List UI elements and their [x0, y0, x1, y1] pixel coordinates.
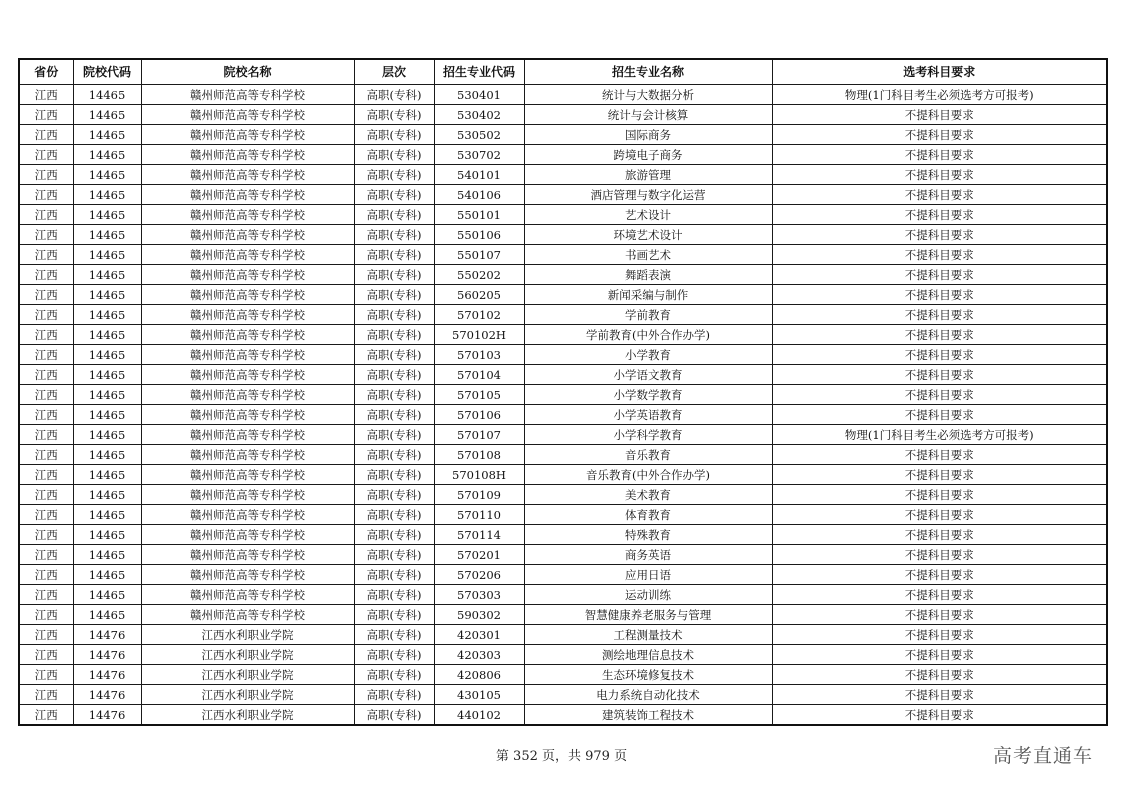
cell-subject-requirement: 不提科目要求	[772, 285, 1107, 305]
cell-school-code: 14465	[73, 505, 141, 525]
cell-subject-requirement: 不提科目要求	[772, 165, 1107, 185]
cell-level: 高职(专科)	[354, 485, 434, 505]
cell-subject-requirement: 物理(1门科目考生必须选考方可报考)	[772, 425, 1107, 445]
cell-major-code: 530401	[434, 85, 524, 105]
cell-major-name: 智慧健康养老服务与管理	[524, 605, 772, 625]
cell-school-code: 14465	[73, 165, 141, 185]
cell-school-code: 14476	[73, 665, 141, 685]
cell-province: 江西	[19, 565, 73, 585]
cell-school-code: 14465	[73, 585, 141, 605]
cell-school-name: 江西水利职业学院	[141, 665, 354, 685]
page-number: 第 352 页，共 979 页	[495, 749, 628, 764]
table-row	[19, 505, 1107, 525]
cell-major-name: 音乐教育	[524, 445, 772, 465]
cell-school-code: 14476	[73, 645, 141, 665]
table-row	[19, 425, 1107, 445]
cell-major-name: 运动训练	[524, 585, 772, 605]
cell-school-code: 14465	[73, 125, 141, 145]
cell-school-code: 14465	[73, 185, 141, 205]
cell-major-code: 570107	[434, 425, 524, 445]
cell-school-code: 14465	[73, 365, 141, 385]
table-row	[19, 225, 1107, 245]
cell-school-code: 14465	[73, 465, 141, 485]
table-header-row	[19, 59, 1107, 85]
cell-major-name: 书画艺术	[524, 245, 772, 265]
cell-major-name: 小学数学教育	[524, 385, 772, 405]
cell-school-code: 14465	[73, 145, 141, 165]
cell-subject-requirement: 不提科目要求	[772, 125, 1107, 145]
cell-school-name: 赣州师范高等专科学校	[141, 305, 354, 325]
cell-major-name: 舞蹈表演	[524, 265, 772, 285]
cell-school-name: 赣州师范高等专科学校	[141, 345, 354, 365]
cell-school-name: 赣州师范高等专科学校	[141, 225, 354, 245]
cell-subject-requirement: 不提科目要求	[772, 225, 1107, 245]
cell-major-code: 550202	[434, 265, 524, 285]
admissions-table-container	[18, 58, 1106, 726]
cell-major-name: 美术教育	[524, 485, 772, 505]
cell-level: 高职(专科)	[354, 565, 434, 585]
cell-school-name: 赣州师范高等专科学校	[141, 145, 354, 165]
cell-subject-requirement: 不提科目要求	[772, 505, 1107, 525]
cell-major-name: 新闻采编与制作	[524, 285, 772, 305]
cell-level: 高职(专科)	[354, 285, 434, 305]
cell-school-code: 14465	[73, 325, 141, 345]
cell-school-code: 14465	[73, 445, 141, 465]
cell-level: 高职(专科)	[354, 225, 434, 245]
cell-major-name: 旅游管理	[524, 165, 772, 185]
cell-level: 高职(专科)	[354, 165, 434, 185]
cell-subject-requirement: 不提科目要求	[772, 185, 1107, 205]
table-row	[19, 165, 1107, 185]
cell-subject-requirement: 物理(1门科目考生必须选考方可报考)	[772, 85, 1107, 105]
cell-major-code: 570102	[434, 305, 524, 325]
cell-level: 高职(专科)	[354, 405, 434, 425]
cell-school-code: 14476	[73, 625, 141, 645]
cell-province: 江西	[19, 345, 73, 365]
cell-major-code: 570206	[434, 565, 524, 585]
table-row	[19, 645, 1107, 665]
table-row	[19, 325, 1107, 345]
cell-school-name: 赣州师范高等专科学校	[141, 605, 354, 625]
cell-major-code: 570109	[434, 485, 524, 505]
cell-school-code: 14465	[73, 265, 141, 285]
cell-major-name: 环境艺术设计	[524, 225, 772, 245]
cell-school-code: 14465	[73, 565, 141, 585]
cell-major-code: 570114	[434, 525, 524, 545]
cell-school-code: 14465	[73, 105, 141, 125]
cell-level: 高职(专科)	[354, 525, 434, 545]
cell-major-code: 550101	[434, 205, 524, 225]
cell-major-name: 音乐教育(中外合作办学)	[524, 465, 772, 485]
table-row	[19, 245, 1107, 265]
cell-subject-requirement: 不提科目要求	[772, 525, 1107, 545]
cell-level: 高职(专科)	[354, 585, 434, 605]
table-row	[19, 705, 1107, 726]
cell-school-code: 14476	[73, 685, 141, 705]
cell-level: 高职(专科)	[354, 205, 434, 225]
cell-level: 高职(专科)	[354, 665, 434, 685]
cell-subject-requirement: 不提科目要求	[772, 145, 1107, 165]
table-row	[19, 605, 1107, 625]
cell-subject-requirement: 不提科目要求	[772, 105, 1107, 125]
table-body	[19, 85, 1107, 726]
cell-school-name: 赣州师范高等专科学校	[141, 445, 354, 465]
cell-school-name: 赣州师范高等专科学校	[141, 365, 354, 385]
cell-school-name: 江西水利职业学院	[141, 625, 354, 645]
cell-province: 江西	[19, 265, 73, 285]
table-row	[19, 525, 1107, 545]
cell-major-code: 550106	[434, 225, 524, 245]
cell-major-code: 570103	[434, 345, 524, 365]
table-row	[19, 565, 1107, 585]
cell-major-code: 590302	[434, 605, 524, 625]
cell-subject-requirement: 不提科目要求	[772, 665, 1107, 685]
cell-major-name: 测绘地理信息技术	[524, 645, 772, 665]
cell-province: 江西	[19, 445, 73, 465]
cell-level: 高职(专科)	[354, 325, 434, 345]
cell-school-name: 赣州师范高等专科学校	[141, 465, 354, 485]
cell-major-code: 570108	[434, 445, 524, 465]
cell-province: 江西	[19, 225, 73, 245]
cell-major-name: 酒店管理与数字化运营	[524, 185, 772, 205]
cell-major-code: 570303	[434, 585, 524, 605]
cell-level: 高职(专科)	[354, 85, 434, 105]
table-row	[19, 585, 1107, 605]
cell-level: 高职(专科)	[354, 125, 434, 145]
cell-subject-requirement: 不提科目要求	[772, 205, 1107, 225]
cell-province: 江西	[19, 185, 73, 205]
cell-school-name: 江西水利职业学院	[141, 645, 354, 665]
cell-major-code: 530702	[434, 145, 524, 165]
cell-major-code: 570102H	[434, 325, 524, 345]
cell-school-name: 赣州师范高等专科学校	[141, 245, 354, 265]
cell-school-name: 赣州师范高等专科学校	[141, 585, 354, 605]
table-row	[19, 265, 1107, 285]
cell-school-name: 赣州师范高等专科学校	[141, 385, 354, 405]
cell-level: 高职(专科)	[354, 385, 434, 405]
cell-province: 江西	[19, 605, 73, 625]
cell-level: 高职(专科)	[354, 265, 434, 285]
cell-level: 高职(专科)	[354, 625, 434, 645]
cell-school-name: 赣州师范高等专科学校	[141, 325, 354, 345]
table-row	[19, 485, 1107, 505]
cell-subject-requirement: 不提科目要求	[772, 545, 1107, 565]
cell-school-code: 14465	[73, 545, 141, 565]
table-row	[19, 285, 1107, 305]
cell-school-code: 14465	[73, 225, 141, 245]
admissions-table	[18, 58, 1108, 726]
table-row	[19, 365, 1107, 385]
cell-province: 江西	[19, 105, 73, 125]
cell-province: 江西	[19, 425, 73, 445]
cell-school-code: 14465	[73, 385, 141, 405]
table-row	[19, 345, 1107, 365]
cell-school-code: 14465	[73, 485, 141, 505]
cell-province: 江西	[19, 545, 73, 565]
cell-subject-requirement: 不提科目要求	[772, 265, 1107, 285]
cell-major-code: 530502	[434, 125, 524, 145]
cell-school-name: 赣州师范高等专科学校	[141, 185, 354, 205]
table-row	[19, 665, 1107, 685]
cell-major-name: 艺术设计	[524, 205, 772, 225]
cell-major-name: 统计与大数据分析	[524, 85, 772, 105]
cell-level: 高职(专科)	[354, 465, 434, 485]
cell-province: 江西	[19, 645, 73, 665]
cell-major-code: 570108H	[434, 465, 524, 485]
cell-major-code: 420301	[434, 625, 524, 645]
cell-level: 高职(专科)	[354, 305, 434, 325]
cell-major-name: 特殊教育	[524, 525, 772, 545]
cell-school-name: 江西水利职业学院	[141, 685, 354, 705]
cell-major-code: 570110	[434, 505, 524, 525]
cell-school-name: 赣州师范高等专科学校	[141, 525, 354, 545]
table-row	[19, 685, 1107, 705]
cell-school-name: 赣州师范高等专科学校	[141, 205, 354, 225]
cell-province: 江西	[19, 205, 73, 225]
cell-major-name: 体育教育	[524, 505, 772, 525]
cell-subject-requirement: 不提科目要求	[772, 245, 1107, 265]
cell-subject-requirement: 不提科目要求	[772, 685, 1107, 705]
cell-province: 江西	[19, 465, 73, 485]
cell-major-name: 小学科学教育	[524, 425, 772, 445]
cell-school-name: 赣州师范高等专科学校	[141, 405, 354, 425]
cell-level: 高职(专科)	[354, 245, 434, 265]
cell-subject-requirement: 不提科目要求	[772, 625, 1107, 645]
cell-major-code: 430105	[434, 685, 524, 705]
table-row	[19, 445, 1107, 465]
cell-major-code: 530402	[434, 105, 524, 125]
cell-province: 江西	[19, 685, 73, 705]
table-row	[19, 85, 1107, 105]
cell-province: 江西	[19, 165, 73, 185]
cell-province: 江西	[19, 665, 73, 685]
cell-subject-requirement: 不提科目要求	[772, 385, 1107, 405]
cell-school-code: 14465	[73, 405, 141, 425]
cell-level: 高职(专科)	[354, 705, 434, 726]
cell-school-name: 赣州师范高等专科学校	[141, 125, 354, 145]
cell-major-code: 420303	[434, 645, 524, 665]
cell-level: 高职(专科)	[354, 445, 434, 465]
table-row	[19, 545, 1107, 565]
cell-major-code: 540106	[434, 185, 524, 205]
header-school-code: 院校代码	[73, 59, 141, 85]
header-province: 省份	[19, 59, 73, 85]
cell-province: 江西	[19, 485, 73, 505]
table-row	[19, 145, 1107, 165]
cell-major-name: 工程测量技术	[524, 625, 772, 645]
header-level: 层次	[354, 59, 434, 85]
table-row	[19, 465, 1107, 485]
table-row	[19, 185, 1107, 205]
cell-subject-requirement: 不提科目要求	[772, 305, 1107, 325]
cell-province: 江西	[19, 405, 73, 425]
cell-school-code: 14465	[73, 425, 141, 445]
cell-province: 江西	[19, 625, 73, 645]
header-school-name: 院校名称	[141, 59, 354, 85]
table-row	[19, 305, 1107, 325]
cell-major-name: 小学语文教育	[524, 365, 772, 385]
cell-major-code: 570105	[434, 385, 524, 405]
cell-level: 高职(专科)	[354, 505, 434, 525]
cell-province: 江西	[19, 505, 73, 525]
cell-level: 高职(专科)	[354, 185, 434, 205]
cell-level: 高职(专科)	[354, 345, 434, 365]
cell-level: 高职(专科)	[354, 605, 434, 625]
cell-major-name: 跨境电子商务	[524, 145, 772, 165]
cell-school-name: 赣州师范高等专科学校	[141, 85, 354, 105]
cell-major-code: 440102	[434, 705, 524, 726]
cell-school-code: 14476	[73, 705, 141, 726]
cell-major-name: 建筑装饰工程技术	[524, 705, 772, 726]
cell-level: 高职(专科)	[354, 685, 434, 705]
cell-subject-requirement: 不提科目要求	[772, 405, 1107, 425]
header-subject-requirement: 选考科目要求	[772, 59, 1107, 85]
cell-subject-requirement: 不提科目要求	[772, 325, 1107, 345]
cell-school-code: 14465	[73, 245, 141, 265]
cell-school-code: 14465	[73, 285, 141, 305]
cell-major-name: 应用日语	[524, 565, 772, 585]
cell-school-name: 赣州师范高等专科学校	[141, 505, 354, 525]
cell-province: 江西	[19, 305, 73, 325]
cell-major-code: 560205	[434, 285, 524, 305]
cell-province: 江西	[19, 585, 73, 605]
cell-major-code: 570106	[434, 405, 524, 425]
cell-school-name: 赣州师范高等专科学校	[141, 285, 354, 305]
cell-school-name: 赣州师范高等专科学校	[141, 165, 354, 185]
cell-major-code: 420806	[434, 665, 524, 685]
cell-subject-requirement: 不提科目要求	[772, 705, 1107, 726]
cell-level: 高职(专科)	[354, 545, 434, 565]
cell-school-code: 14465	[73, 305, 141, 325]
cell-school-code: 14465	[73, 85, 141, 105]
cell-province: 江西	[19, 385, 73, 405]
cell-province: 江西	[19, 125, 73, 145]
cell-school-name: 赣州师范高等专科学校	[141, 425, 354, 445]
cell-subject-requirement: 不提科目要求	[772, 345, 1107, 365]
cell-province: 江西	[19, 325, 73, 345]
watermark-logo-text: 高考直通车	[992, 745, 1093, 767]
header-major-code: 招生专业代码	[434, 59, 524, 85]
table-row	[19, 625, 1107, 645]
cell-province: 江西	[19, 85, 73, 105]
cell-level: 高职(专科)	[354, 645, 434, 665]
cell-subject-requirement: 不提科目要求	[772, 645, 1107, 665]
cell-subject-requirement: 不提科目要求	[772, 365, 1107, 385]
cell-subject-requirement: 不提科目要求	[772, 605, 1107, 625]
cell-province: 江西	[19, 285, 73, 305]
cell-school-code: 14465	[73, 345, 141, 365]
cell-school-code: 14465	[73, 605, 141, 625]
cell-subject-requirement: 不提科目要求	[772, 465, 1107, 485]
cell-level: 高职(专科)	[354, 145, 434, 165]
cell-major-name: 统计与会计核算	[524, 105, 772, 125]
cell-school-code: 14465	[73, 205, 141, 225]
cell-school-name: 赣州师范高等专科学校	[141, 105, 354, 125]
cell-major-name: 电力系统自动化技术	[524, 685, 772, 705]
cell-major-name: 小学教育	[524, 345, 772, 365]
header-major-name: 招生专业名称	[524, 59, 772, 85]
cell-subject-requirement: 不提科目要求	[772, 565, 1107, 585]
cell-province: 江西	[19, 525, 73, 545]
cell-major-name: 学前教育	[524, 305, 772, 325]
table-row	[19, 125, 1107, 145]
cell-major-name: 商务英语	[524, 545, 772, 565]
cell-level: 高职(专科)	[354, 105, 434, 125]
cell-school-name: 赣州师范高等专科学校	[141, 565, 354, 585]
cell-level: 高职(专科)	[354, 425, 434, 445]
cell-school-name: 赣州师范高等专科学校	[141, 485, 354, 505]
cell-school-code: 14465	[73, 525, 141, 545]
cell-province: 江西	[19, 245, 73, 265]
cell-major-name: 国际商务	[524, 125, 772, 145]
table-row	[19, 405, 1107, 425]
cell-school-name: 赣州师范高等专科学校	[141, 545, 354, 565]
cell-subject-requirement: 不提科目要求	[772, 485, 1107, 505]
cell-major-code: 540101	[434, 165, 524, 185]
table-row	[19, 385, 1107, 405]
cell-major-name: 学前教育(中外合作办学)	[524, 325, 772, 345]
cell-school-name: 江西水利职业学院	[141, 705, 354, 726]
cell-province: 江西	[19, 145, 73, 165]
cell-major-code: 570104	[434, 365, 524, 385]
cell-subject-requirement: 不提科目要求	[772, 445, 1107, 465]
cell-major-code: 570201	[434, 545, 524, 565]
table-row	[19, 105, 1107, 125]
cell-subject-requirement: 不提科目要求	[772, 585, 1107, 605]
cell-school-name: 赣州师范高等专科学校	[141, 265, 354, 285]
cell-major-name: 小学英语教育	[524, 405, 772, 425]
cell-province: 江西	[19, 365, 73, 385]
cell-major-code: 550107	[434, 245, 524, 265]
cell-major-name: 生态环境修复技术	[524, 665, 772, 685]
cell-level: 高职(专科)	[354, 365, 434, 385]
cell-province: 江西	[19, 705, 73, 726]
table-row	[19, 205, 1107, 225]
